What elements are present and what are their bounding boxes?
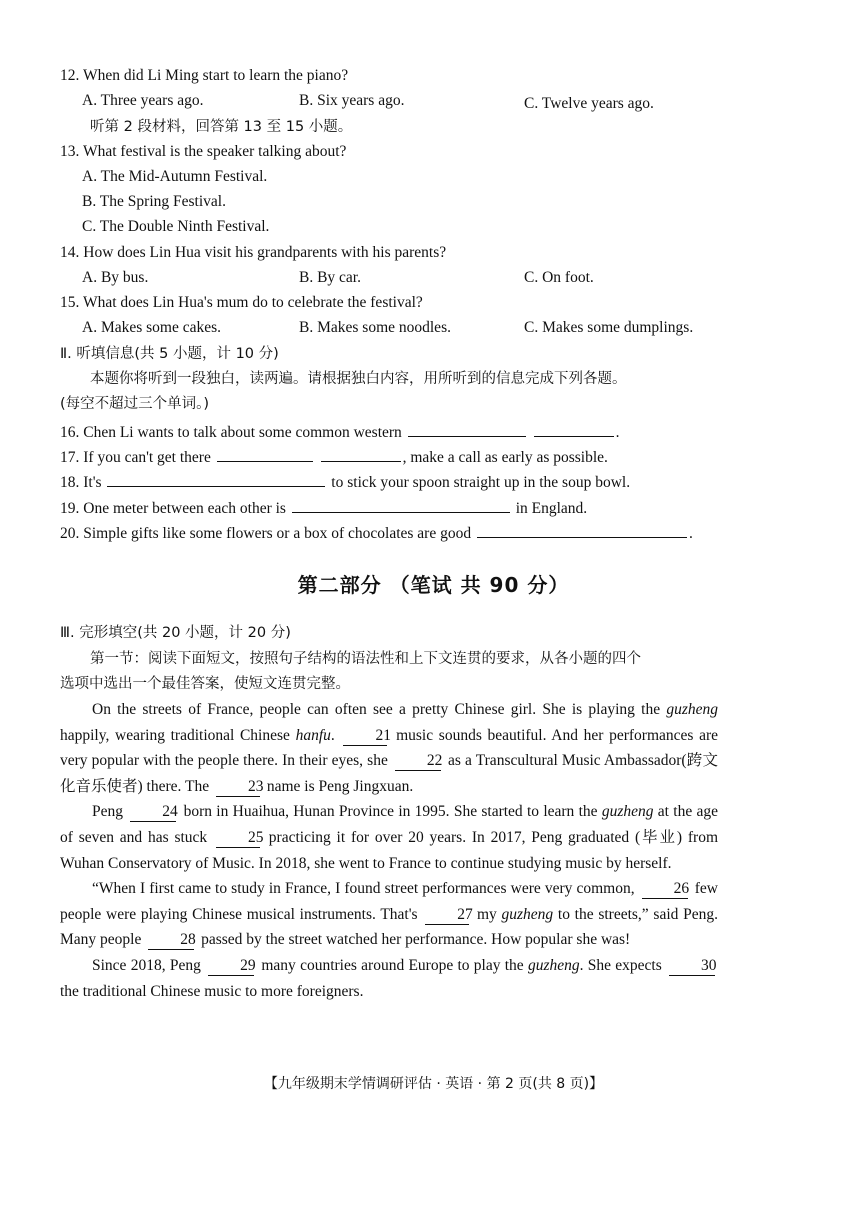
blank-29[interactable]: 29 bbox=[208, 957, 254, 976]
q13-option-c: C. The Double Ninth Festival. bbox=[82, 218, 270, 235]
q17-blank-1[interactable] bbox=[217, 445, 313, 462]
p3-text-d: to the streets,” said Peng. Many people bbox=[60, 905, 718, 949]
p1-text-e: as a Transcultural Music Ambassador(跨文化音乐使者) there. The bbox=[60, 752, 718, 795]
blank-27[interactable]: 27 bbox=[425, 906, 469, 925]
section3-title: Ⅲ. 完形填空(共 20 小题，计 20 分) bbox=[60, 625, 291, 641]
p4-guzheng: guzheng bbox=[527, 956, 580, 974]
p3-guzheng: guzheng bbox=[501, 905, 554, 923]
q18 bbox=[60, 470, 630, 493]
p1-text-c: . bbox=[330, 726, 341, 744]
blank-30[interactable]: 30 bbox=[669, 957, 715, 976]
p1-text-a: On the streets of France, people can often see a pretty Chinese girl. She is playing the bbox=[92, 701, 667, 718]
q14-stem: 14. How does Lin Hua visit his grandparents with his parents? bbox=[60, 244, 447, 261]
passage-paragraph-4 bbox=[60, 953, 718, 1004]
section2-title: Ⅱ. 听填信息(共 5 小题，计 10 分) bbox=[60, 346, 279, 362]
q17 bbox=[60, 445, 608, 468]
q15-option-a: A. Makes some cakes. bbox=[82, 319, 222, 336]
p1-text-f: name is Peng Jingxuan. bbox=[262, 777, 414, 795]
p3-text-c: my bbox=[472, 905, 502, 923]
q18-blank[interactable] bbox=[107, 470, 325, 487]
q14-option-b: B. By car. bbox=[299, 269, 361, 286]
q15-option-c: C. Makes some dumplings. bbox=[524, 319, 694, 336]
q15-stem: 15. What does Lin Hua's mum do to celebrate the festival? bbox=[60, 294, 423, 311]
blank-26[interactable]: 26 bbox=[642, 880, 688, 899]
q13-stem: 13. What festival is the speaker talking about? bbox=[60, 143, 347, 160]
blank-23[interactable]: 23 bbox=[216, 778, 260, 797]
part2-title: 第二部分 （笔试 共 90 分） bbox=[297, 573, 570, 597]
p1-hanfu: hanfu bbox=[295, 726, 331, 744]
blank-21[interactable]: 21 bbox=[343, 727, 387, 746]
p3-text-e: passed by the street watched her performance. How popular she was! bbox=[197, 931, 631, 949]
q16 bbox=[60, 420, 619, 443]
q14-option-a: A. By bus. bbox=[82, 269, 149, 286]
q12-option-b: B. Six years ago. bbox=[299, 92, 405, 109]
section3-instruction-2: 选项中选出一个最佳答案，使短文连贯完整。 bbox=[60, 676, 350, 692]
section3-instruction-1: 第一节：阅读下面短文，按照句子结构的语法性和上下文连贯的要求，从各小题的四个 bbox=[90, 651, 641, 667]
q12-stem: 12. When did Li Ming start to learn the piano? bbox=[60, 67, 349, 84]
cloze-passage bbox=[60, 697, 718, 1004]
p2-text-d: practicing it for over 20 years. In 2017, Peng graduated (毕业) from Wuhan Conservatory of Music. In 2018, she went to France to continue studying music by herself. bbox=[60, 828, 719, 872]
blank-25[interactable]: 25 bbox=[216, 829, 260, 848]
q17-text: 17. If you can't get there bbox=[60, 449, 211, 466]
q16-text: 16. Chen Li wants to talk about some common western bbox=[60, 424, 402, 441]
p1-text-d: music sounds beautiful. And her performances are very popular with the people there. In their eyes, she bbox=[60, 726, 719, 770]
q19-blank[interactable] bbox=[292, 496, 510, 513]
q16-blank-1[interactable] bbox=[408, 420, 526, 437]
q20-blank[interactable] bbox=[477, 521, 687, 538]
q20-end: . bbox=[688, 525, 693, 542]
page-footer: 【九年级期末学情调研评估 · 英语 · 第 2 页(共 8 页)】 bbox=[263, 1076, 604, 1092]
p4-text-a: Since 2018, Peng bbox=[92, 956, 206, 974]
blank-24[interactable]: 24 bbox=[130, 803, 176, 822]
p1-text-b: happily, wearing traditional Chinese bbox=[60, 726, 296, 744]
q13-option-b: B. The Spring Festival. bbox=[82, 193, 226, 210]
q20 bbox=[60, 521, 693, 544]
q14-option-c: C. On foot. bbox=[524, 269, 594, 286]
p2-text-c: at the age of seven and has stuck bbox=[60, 803, 719, 846]
p4-text-d: the traditional Chinese music to more foreigners. bbox=[60, 982, 364, 1000]
q12-option-c: C. Twelve years ago. bbox=[524, 95, 654, 112]
q18-text: 18. It's bbox=[60, 474, 102, 491]
passage-paragraph-3 bbox=[60, 876, 718, 953]
q20-text: 20. Simple gifts like some flowers or a box of chocolates are good bbox=[60, 525, 472, 542]
q17-end: , make a call as early as possible. bbox=[402, 449, 608, 466]
p2-guzheng: guzheng bbox=[601, 803, 654, 821]
q18-end: to stick your spoon straight up in the soup bowl. bbox=[331, 474, 631, 491]
q15-option-b: B. Makes some noodles. bbox=[299, 319, 451, 336]
passage-paragraph-1 bbox=[60, 697, 718, 799]
q16-end: . bbox=[615, 424, 620, 441]
blank-22[interactable]: 22 bbox=[395, 752, 441, 771]
passage-paragraph-2 bbox=[60, 799, 718, 876]
q17-blank-2[interactable] bbox=[321, 445, 401, 462]
q12-option-a: A. Three years ago. bbox=[82, 92, 204, 109]
blank-28[interactable]: 28 bbox=[148, 931, 194, 950]
p4-text-c: . She expects bbox=[579, 956, 667, 974]
section2-instruction: 本题你将听到一段独白，读两遍。请根据独白内容，用所听到的信息完成下列各题。 bbox=[90, 371, 627, 387]
q19-text: 19. One meter between each other is bbox=[60, 500, 286, 517]
q19-end: in England. bbox=[515, 500, 588, 517]
p1-guzheng: guzheng bbox=[666, 701, 718, 718]
passage2-instruction: 听第 2 段材料，回答第 13 至 15 小题。 bbox=[90, 119, 353, 135]
q16-blank-2[interactable] bbox=[534, 420, 614, 437]
p2-text-b: born in Huaihua, Hunan Province in 1995. She started to learn the bbox=[179, 803, 602, 821]
p3-text-b: few people were playing Chinese musical instruments. That's bbox=[60, 880, 718, 923]
p2-text-a: Peng bbox=[92, 803, 128, 821]
q19 bbox=[60, 496, 587, 519]
p3-text-a: “When I first came to study in France, I found street performances were very common, bbox=[92, 880, 639, 898]
section2-word-limit: (每空不超过三个单词。) bbox=[60, 396, 210, 412]
p4-text-b: many countries around Europe to play the bbox=[257, 956, 528, 974]
q13-option-a: A. The Mid-Autumn Festival. bbox=[82, 168, 268, 185]
